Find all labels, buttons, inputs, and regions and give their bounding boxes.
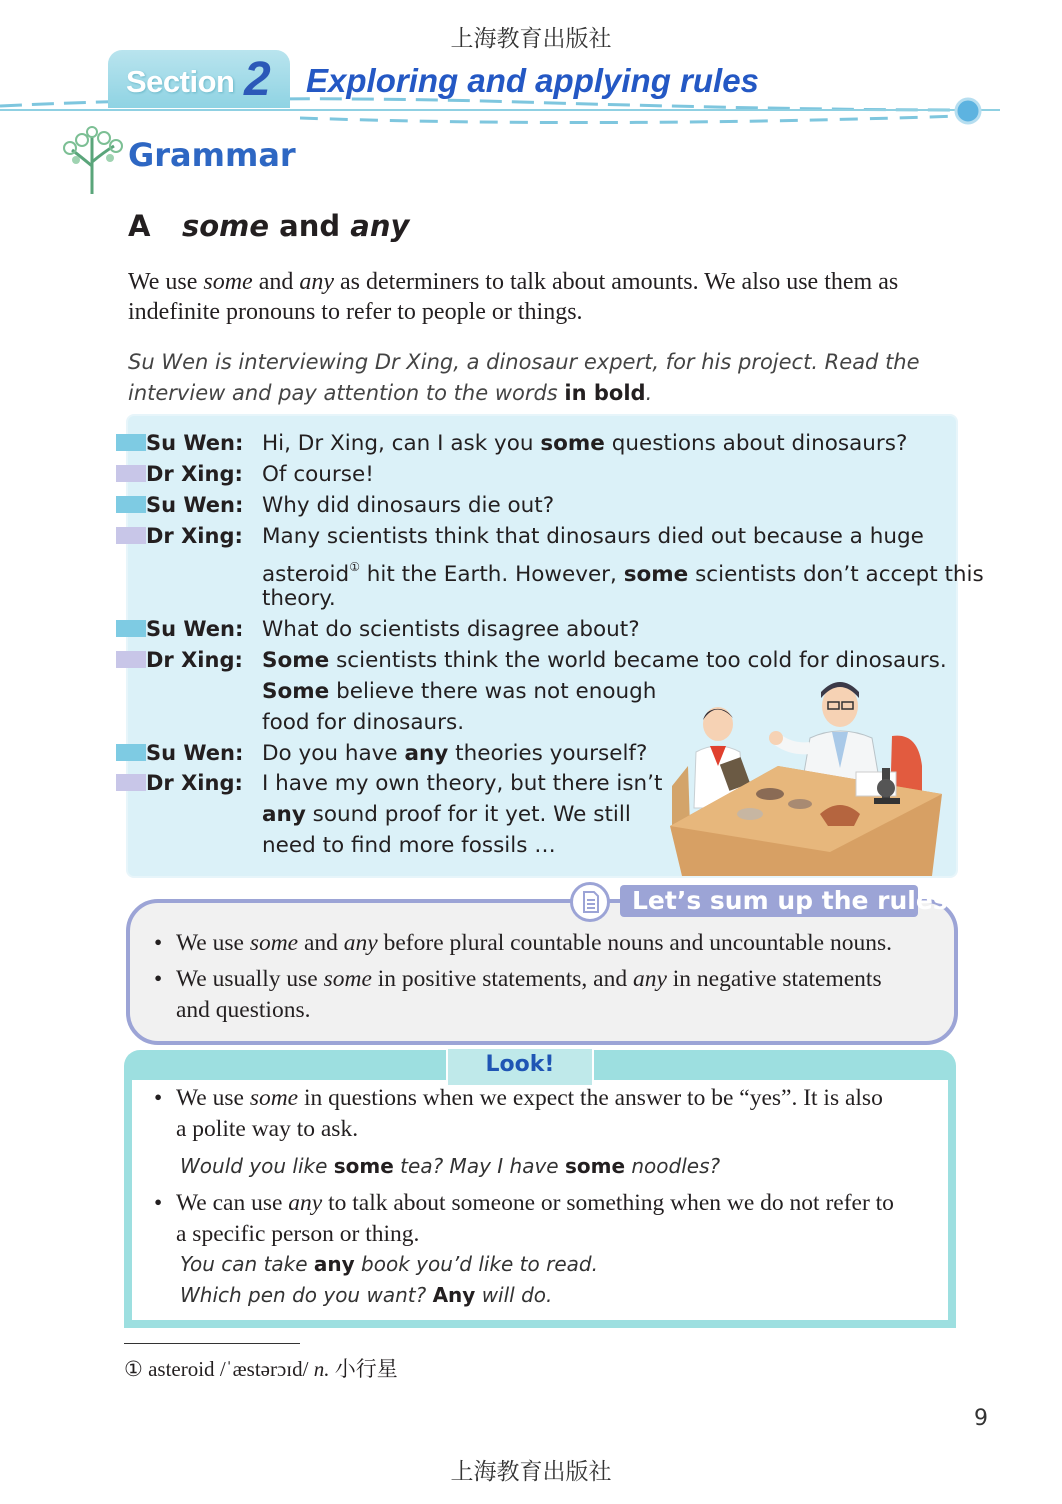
rules-list: [154, 928, 944, 1028]
speech-line: Many scientists think that dinosaurs died out because a huge: [262, 524, 924, 549]
speaker-marker: [116, 774, 146, 791]
example-sentence: You can take any book you’d like to read.: [180, 1252, 598, 1276]
speech-line: any sound proof for it yet. We still: [262, 802, 631, 827]
look-item: We can use any to talk about someone or something when we do not refer to: [176, 1190, 894, 1216]
section-title: Exploring and applying rules: [306, 62, 759, 99]
speech-line: What do scientists disagree about?: [262, 617, 640, 642]
publisher-footer: 上海教育出版社: [450, 1459, 612, 1485]
speech-line: food for dinosaurs.: [262, 710, 465, 735]
section-number: 2: [244, 53, 271, 106]
publisher-header: 上海教育出版社: [450, 26, 612, 52]
speaker-marker: [116, 620, 146, 637]
speech-line: Some scientists think the world became too cold for dinosaurs.: [262, 648, 947, 673]
look-item-continued: a polite way to ask.: [176, 1116, 359, 1142]
speech-line: need to find more fossils …: [262, 833, 556, 858]
bullet-icon: •: [154, 1085, 163, 1111]
example-sentence: Which pen do you want? Any will do.: [180, 1283, 553, 1307]
speaker-marker: [116, 744, 146, 761]
speaker-marker: [116, 651, 146, 668]
speech-line: Why did dinosaurs die out?: [262, 493, 555, 518]
instruction-text: Su Wen is interviewing Dr Xing, a dinosaur expert, for his project. Read the interview and pay attention to the words in bold.: [128, 350, 920, 405]
example-sentence: Would you like some tea? May I have some noodles?: [180, 1154, 721, 1178]
speaker-name: Dr Xing:: [146, 524, 243, 548]
bullet-icon: •: [154, 966, 163, 992]
bullet-icon: •: [154, 930, 163, 956]
rule-item: We usually use some in positive statements, and any in negative statements: [176, 966, 882, 992]
speech-line: Do you have any theories yourself?: [262, 741, 648, 766]
part-letter: A: [128, 209, 151, 243]
speech-line: I have my own theory, but there isn’t: [262, 771, 663, 796]
speaker-marker: [116, 465, 146, 482]
rules-label: Let’s sum up the rules!: [632, 886, 960, 915]
footnote: ① asteroid /ˈæstərɔɪd/ n. 小行星: [124, 1357, 398, 1381]
document-icon: [570, 882, 610, 922]
grammar-heading: Grammar: [128, 136, 296, 174]
speech-line: asteroid① hit the Earth. However, some scientists don’t accept this: [262, 560, 984, 587]
speech-line: Some believe there was not enough: [262, 679, 657, 704]
speaker-marker: [116, 527, 146, 544]
look-list: [154, 1083, 944, 1313]
page-number: 9: [974, 1406, 988, 1431]
intro-paragraph: We use some and any as determiners to talk about amounts. We also use them as indefinite pronouns to refer to people or things.: [128, 269, 899, 325]
tree-icon: [62, 126, 124, 196]
speaker-name: Su Wen:: [146, 493, 244, 517]
speaker-name: Dr Xing:: [146, 462, 243, 486]
speech-line: Of course!: [262, 462, 374, 487]
part-title: some and any: [182, 209, 410, 243]
section-word: Section: [126, 64, 235, 99]
speaker-name: Su Wen:: [146, 431, 244, 455]
speech-line: Hi, Dr Xing, can I ask you some questions about dinosaurs?: [262, 431, 908, 456]
footnote-divider: [124, 1343, 300, 1344]
speaker-marker: [116, 434, 146, 451]
look-item-continued: a specific person or thing.: [176, 1221, 420, 1247]
speaker-marker: [116, 496, 146, 513]
speaker-name: Su Wen:: [146, 741, 244, 765]
rule-item-continued: and questions.: [176, 997, 311, 1023]
look-label: Look!: [485, 1052, 555, 1077]
look-item: We use some in questions when we expect the answer to be “yes”. It is also: [176, 1085, 883, 1111]
rule-item: We use some and any before plural countable nouns and uncountable nouns.: [176, 930, 892, 956]
speaker-name: Dr Xing:: [146, 648, 243, 672]
footnote-ref: ①: [349, 560, 360, 574]
bullet-icon: •: [154, 1190, 163, 1216]
interview-illustration: [660, 676, 950, 876]
speaker-name: Dr Xing:: [146, 771, 243, 795]
speech-line: theory.: [262, 586, 336, 611]
speaker-name: Su Wen:: [146, 617, 244, 641]
